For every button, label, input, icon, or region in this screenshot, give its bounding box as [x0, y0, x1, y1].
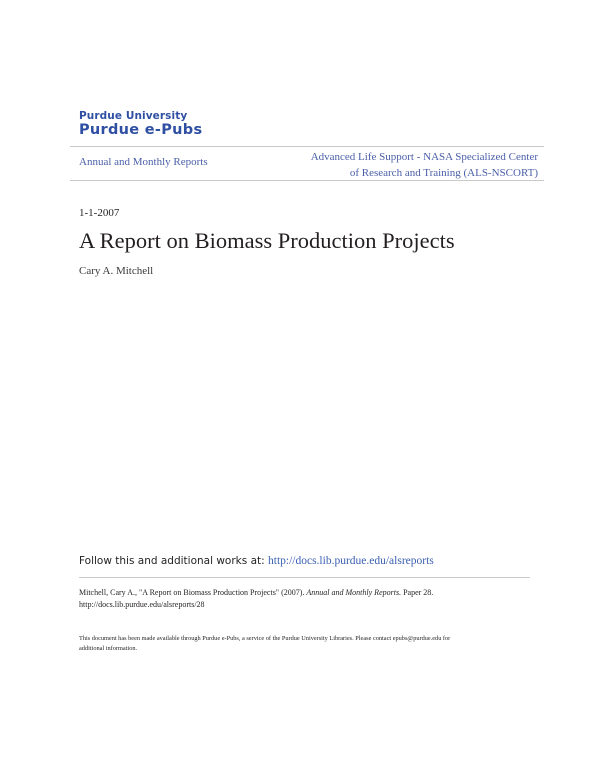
institution-name: Purdue University [79, 110, 188, 122]
research-center-line-1: Advanced Life Support - NASA Specialized Center [310, 151, 538, 163]
repository-name[interactable]: Purdue e-Pubs [79, 122, 203, 138]
publication-date: 1-1-2007 [79, 207, 120, 219]
document-title: A Report on Biomass Production Projects [79, 228, 455, 253]
citation-block [79, 587, 531, 611]
follow-text: Follow this and additional works at: [79, 555, 268, 567]
document-author: Cary A. Mitchell [79, 265, 154, 277]
research-center-link[interactable] [278, 150, 538, 181]
citation-url[interactable]: http://docs.lib.purdue.edu/alsreports/28 [79, 600, 205, 609]
notice-line-2: additional information. [79, 645, 138, 652]
header-divider-top [70, 146, 544, 147]
research-center-line-2: of Research and Training (ALS-NSCORT) [349, 166, 538, 179]
collection-link[interactable]: Annual and Monthly Reports [79, 156, 208, 168]
citation-journal: Annual and Monthly Reports. [306, 588, 402, 597]
citation-prefix: Mitchell, Cary A., "A Report on Biomass Production Projects" (2007). [79, 588, 307, 597]
availability-notice [79, 634, 531, 654]
header-divider-bottom [70, 180, 544, 181]
follow-link[interactable]: http://docs.lib.purdue.edu/alsreports [268, 555, 434, 567]
notice-line-1: This document has been made available through Purdue e-Pubs, a service of the Purdue University Libraries. Please contact epubs@purdue.edu for [79, 635, 451, 642]
follow-divider [79, 577, 530, 578]
citation-suffix: Paper 28. [401, 588, 434, 597]
follow-line [79, 555, 434, 567]
